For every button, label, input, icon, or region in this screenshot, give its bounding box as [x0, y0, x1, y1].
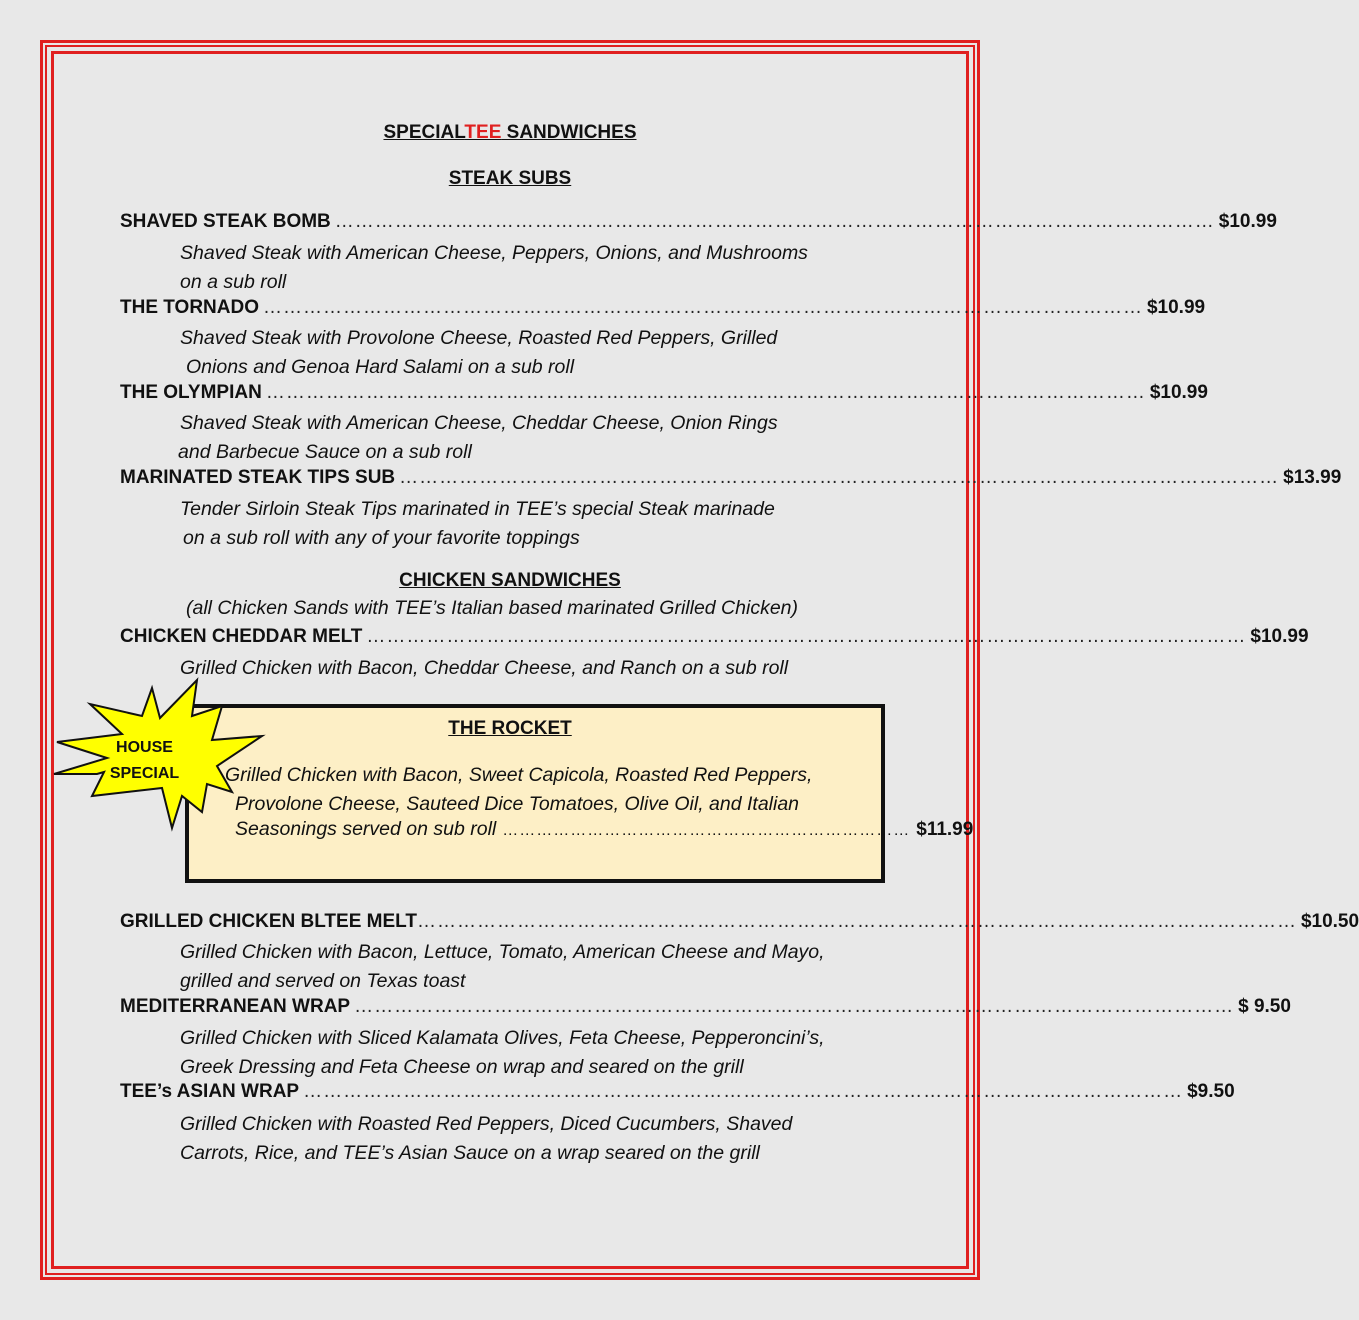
- chicken-sandwiches-heading: CHICKEN SANDWICHES: [399, 570, 621, 591]
- house-special-name: THE ROCKET: [448, 718, 572, 739]
- house-special-price: $11.99: [916, 819, 974, 840]
- item-name: GRILLED CHICKEN BLTEE MELT: [120, 911, 417, 932]
- menu-item-mediterranean-wrap: [120, 996, 1291, 1022]
- item-description-line: Carrots, Rice, and TEE’s Asian Sauce on a wrap seared on the grill: [180, 1142, 760, 1164]
- item-description-line: Grilled Chicken with Bacon, Cheddar Cheese, and Ranch on a sub roll: [180, 657, 789, 679]
- title-prefix: SPECIAL: [383, 122, 465, 143]
- item-name: TEE’s ASIAN WRAP: [120, 1081, 300, 1102]
- item-price: $10.99: [1250, 626, 1309, 647]
- chicken-note: (all Chicken Sands with TEE’s Italian based marinated Grilled Chicken): [186, 597, 799, 619]
- item-description-line: Shaved Steak with American Cheese, Cheddar Cheese, Onion Rings: [180, 412, 778, 434]
- leader-dots: ……………………………………………………………………………………………………………………: [354, 996, 1235, 1017]
- leader-dots: ……………………………………………………………………………………………………………………: [366, 626, 1247, 647]
- menu-item-marinated-steak-tips-sub: [120, 467, 1342, 493]
- leader-dots: ……………………………………………………………………………………………………………………: [399, 467, 1280, 488]
- title-suffix: SANDWICHES: [501, 122, 637, 143]
- menu-item-shaved-steak-bomb: [120, 211, 1277, 237]
- menu-item-tees-asian-wrap: [120, 1081, 1235, 1107]
- house-special-price-row: [235, 818, 974, 841]
- item-name: THE OLYMPIAN: [120, 382, 262, 403]
- item-description-line: Onions and Genoa Hard Salami on a sub roll: [186, 356, 575, 378]
- item-price: $10.50: [1300, 911, 1359, 932]
- house-special-description-line: Grilled Chicken with Bacon, Sweet Capicola, Roasted Red Peppers,: [225, 764, 813, 786]
- item-price: $ 9.50: [1238, 996, 1291, 1017]
- item-price: $10.99: [1146, 297, 1206, 318]
- item-name: SHAVED STEAK BOMB: [120, 211, 331, 232]
- item-price: $10.99: [1218, 211, 1277, 232]
- item-name: THE TORNADO: [120, 297, 259, 318]
- item-description-line: Grilled Chicken with Sliced Kalamata Olives, Feta Cheese, Pepperoncini’s,: [180, 1027, 825, 1049]
- item-name: MEDITERRANEAN WRAP: [120, 996, 351, 1017]
- menu-item-grilled-chicken-bltee-melt: [120, 911, 1359, 937]
- house-special-description-line: Seasonings served on sub roll: [235, 818, 497, 840]
- item-description-line: Shaved Steak with American Cheese, Peppers, Onions, and Mushrooms: [180, 242, 808, 264]
- leader-dots: ……………………………………………………………………………………………………………………: [334, 211, 1215, 232]
- item-price: $10.99: [1149, 382, 1208, 403]
- menu-item-the-olympian: [120, 382, 1208, 408]
- item-description-line: Shaved Steak with Provolone Cheese, Roasted Red Peppers, Grilled: [180, 327, 778, 349]
- item-description-line: Grilled Chicken with Bacon, Lettuce, Tomato, American Cheese and Mayo,: [180, 941, 825, 963]
- house-special-badge-line2: SPECIAL: [109, 765, 180, 782]
- leader-dots: ……………………………………………………………………………………………………………………: [262, 297, 1143, 318]
- house-special-badge-line1: HOUSE: [116, 739, 173, 756]
- item-description-line: on a sub roll with any of your favorite toppings: [183, 527, 580, 549]
- item-price: $9.50: [1187, 1081, 1235, 1102]
- item-description-line: Greek Dressing and Feta Cheese on wrap and seared on the grill: [180, 1056, 744, 1078]
- title-tee: TEE: [464, 122, 502, 143]
- leader-dots: ……………………………………………………………………………………………………………………: [265, 382, 1146, 403]
- leader-dots: ……………………………………………………………………………………………………………………: [416, 911, 1297, 932]
- steak-subs-heading: STEAK SUBS: [448, 168, 572, 189]
- item-description-line: grilled and served on Texas toast: [180, 970, 466, 992]
- item-description-line: Tender Sirloin Steak Tips marinated in TEE’s special Steak marinade: [180, 498, 775, 520]
- item-name: MARINATED STEAK TIPS SUB: [120, 467, 396, 488]
- menu-item-the-tornado: [120, 297, 1206, 323]
- item-name: CHICKEN CHEDDAR MELT: [120, 626, 363, 647]
- item-description-line: Grilled Chicken with Roasted Red Peppers, Diced Cucumbers, Shaved: [180, 1113, 793, 1135]
- leader-dots: ……………………………………………………………………………………………………………………: [303, 1081, 1184, 1102]
- item-description-line: on a sub roll: [180, 271, 287, 293]
- menu-item-chicken-cheddar-melt: [120, 626, 1309, 652]
- item-description-line: and Barbecue Sauce on a sub roll: [178, 441, 472, 463]
- house-special-description-line: Provolone Cheese, Sauteed Dice Tomatoes, Olive Oil, and Italian: [235, 793, 800, 815]
- item-price: $13.99: [1283, 467, 1342, 488]
- leader-dots: ………………………………………………………………: [502, 822, 911, 839]
- page-title: [0, 122, 1020, 144]
